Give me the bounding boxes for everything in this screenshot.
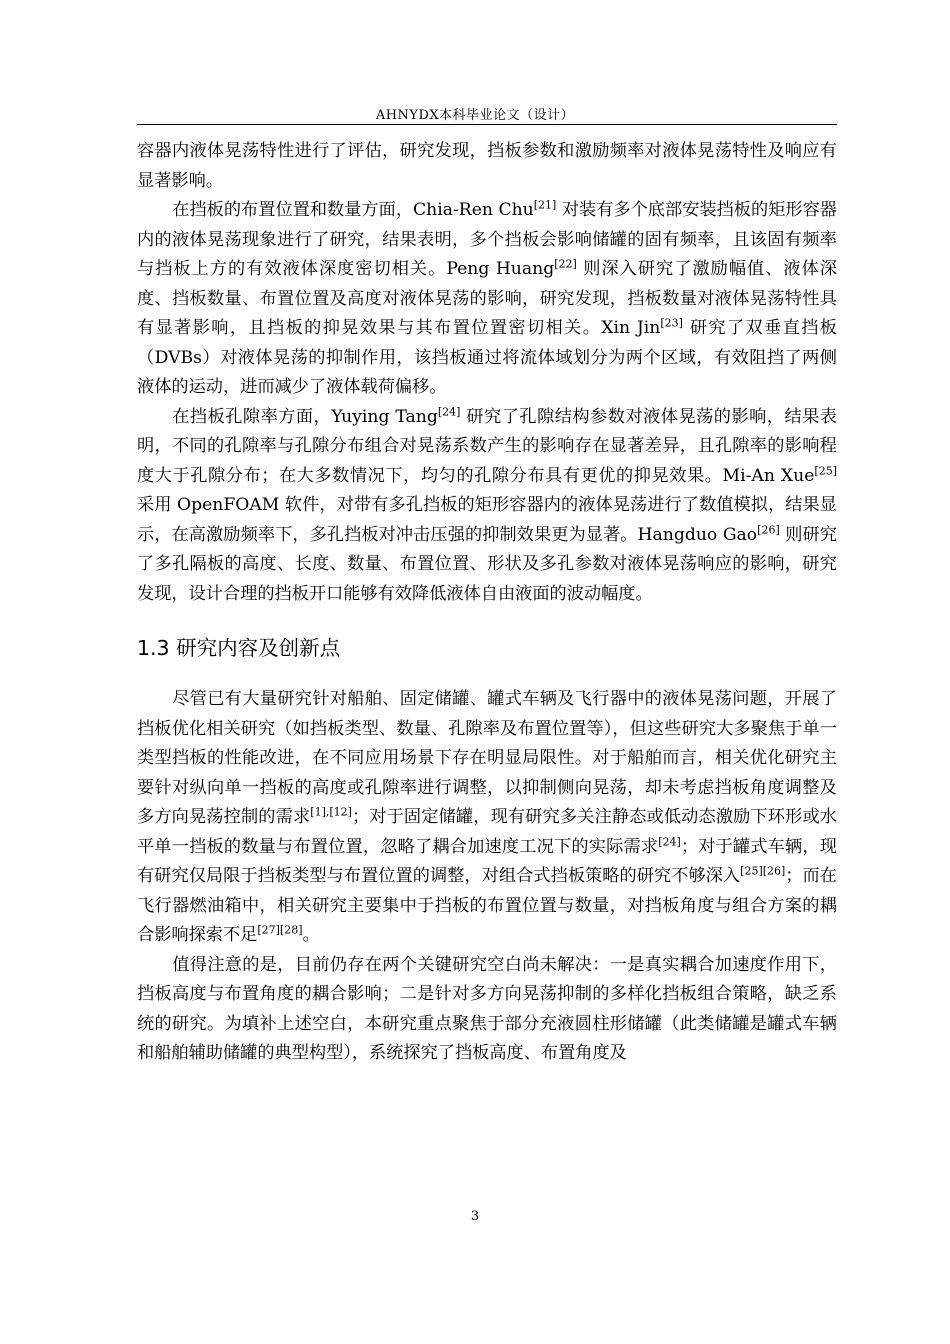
citation-ref: [25][26] — [740, 864, 786, 878]
page-body — [137, 137, 837, 1069]
citation-ref: [25] — [814, 463, 837, 477]
paragraph-2: 在挡板的布置位置和数量方面，Chia-Ren Chu[21] 对装有多个底部安装挡板的矩形容器内的液体晃荡现象进行了研究，结果表明，多个挡板会影响储罐的固有频率，且该固有频率与挡板上方的有效液体深度密切相关。Peng Huang[22] 则深入研究了激励幅值、液体深度、挡板数量、布置位置及高度对液体晃荡的影响，研究发现，挡板数量对液体晃荡特性具有显著影响，且挡板的抑晃效果与其布置位置密切相关。Xin Jin[23] 研究了双垂直挡板（DVBs）对液体晃荡的抑制作用，该挡板通过将流体域划分为两个区域，有效阻挡了两侧液体的运动，进而减少了液体载荷偏移。 — [137, 198, 837, 397]
citation-ref: [27][28] — [257, 923, 303, 937]
citation-ref: [1],[12] — [310, 805, 352, 819]
paragraph-3: 在挡板孔隙率方面，Yuying Tang[24] 研究了孔隙结构参数对液体晃荡的影响，结果表明，不同的孔隙率与孔隙分布组合对晃荡系数产生的影响存在显著差异，且孔隙率的影响程度大于孔隙分布；在大多数情况下，均匀的孔隙分布具有更优的抑晃效果。Mi-An Xue[25] 采用 OpenFOAM 软件，对带有多孔挡板的矩形容器内的液体晃荡进行了数值模拟，结果显示，在高激励频率下，多孔挡板对冲击压强的抑制效果更为显著。Hangduo Gao[26] 则研究了多孔隔板的高度、长度、数量、布置位置、形状及多孔参数对液体晃荡响应的影响，研究发现，设计合理的挡板开口能够有效降低液体自由液面的波动幅度。 — [137, 404, 837, 604]
citation-ref: [24] — [658, 834, 681, 848]
citation-ref: [26] — [757, 522, 780, 536]
paragraph-1: 容器内液体晃荡特性进行了评估，研究发现，挡板参数和激励频率对液体晃荡特性及响应有显著影响。 — [137, 141, 837, 191]
citation-ref: [23] — [660, 316, 683, 330]
paragraph-4: 尽管已有大量研究针对船舶、固定储罐、罐式车辆及飞行器中的液体晃荡问题，开展了挡板优化相关研究（如挡板类型、数量、孔隙率及布置位置等），但这些研究大多聚焦于单一类型挡板的性能改进，在不同应用场景下存在明显局限性。对于船舶而言，相关优化研究主要针对纵向单一挡板的高度或孔隙率进行调整，以抑制侧向晃荡，却未考虑挡板角度调整及多方向晃荡控制的需求[1],[12]；对于固定储罐，现有研究多关注静态或低动态激励下环形或水平单一挡板的数量与布置位置，忽略了耦合加速度工况下的实际需求[24]；对于罐式车辆，现有研究仅局限于挡板类型与布置位置的调整，对组合式挡板策略的研究不够深入[25][26]；而在飞行器燃油箱中，相关研究主要集中于挡板的布置位置与数量，对挡板角度与组合方案的耦合影响探索不足[27][28]。 — [137, 689, 837, 945]
paragraph-5: 值得注意的是，目前仍存在两个关键研究空白尚未解决：一是真实耦合加速度作用下，挡板高度与布置角度的耦合影响；二是针对多方向晃荡抑制的多样化挡板组合策略，缺乏系统的研究。为填补上述空白，本研究重点聚焦于部分充液圆柱形储罐（此类储罐是罐式车辆和船舶辅助储罐的典型构型），系统探究了挡板高度、布置角度及 — [137, 954, 837, 1063]
page-number: 3 — [470, 1209, 480, 1224]
section-heading: 1.3 研究内容及创新点 — [137, 636, 341, 660]
citation-ref: [22] — [554, 257, 577, 271]
citation-ref: [24] — [437, 404, 461, 418]
header-divider — [137, 124, 837, 125]
citation-ref: [21] — [533, 198, 557, 212]
running-header: AHNYDX本科毕业论文（设计） — [375, 108, 575, 123]
